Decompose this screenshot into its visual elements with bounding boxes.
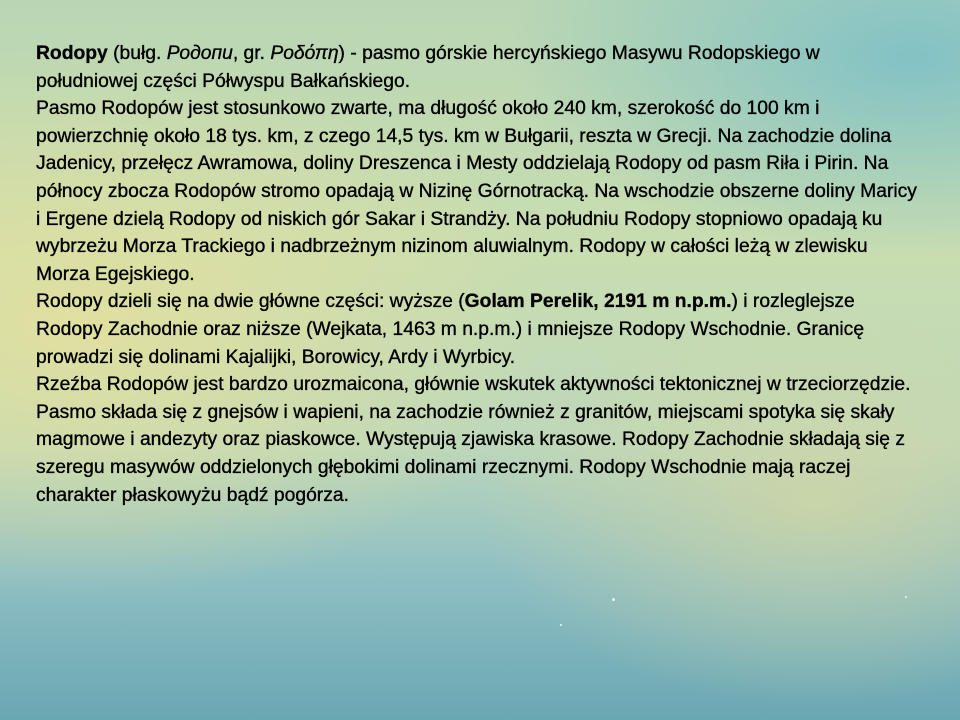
- term-rodopy: Rodopy: [36, 43, 108, 64]
- paragraph-extent: Pasmo Rodopów jest stosunkowo zwarte, ma długość około 240 km, szerokość do 100 km i powierzchnię około 18 tys. km, z czego 14,5 tys. km w Bułgarii, reszta w Grecji. Na zachodzie dolina Jadenicy, przełęcz Awramowa, doliny Dreszenca i Mesty oddzielają Rodopy od pasm Riła i Pirin. Na północy zbocza Rodopów stromo opadają w Nizinę Górnotracką. Na wschodzie obszerne doliny Maricy i Ergene dzielą Rodopy od niskich gór Sakar i Strandży. Na południu Rodopy stopniowo opadają ku wybrzeżu Morza Trackiego i nadbrzeżnym nizinom aluwialnym. Rodopy w całości leżą w zlewisku Morza Egejskiego.: [36, 98, 917, 285]
- text-segment: , gr.: [232, 43, 271, 64]
- paragraph-intro: [36, 40, 926, 95]
- bulgarian-name: Родопи: [166, 43, 233, 64]
- greek-name: Ροδόπη: [270, 43, 339, 64]
- highest-peak: Golam Perelik, 2191 m n.p.m.: [464, 291, 732, 313]
- slide-text-body: [36, 40, 926, 509]
- text-segment: ) i rozleglejsze Rodopy Zachodnie oraz niższe (Wejkata, 1463 m n.p.m.) i mniejsze Rodopy Wschodnie. Granicę prowadzi się dolinami Kajalijki, Borowicy, Ardy i Wyrbicy.: [36, 291, 865, 368]
- text-segment: ) - pasmo górskie hercyńskiego Masywu Rodopskiego w południowej części Półwyspu Bałkańskiego.: [36, 43, 820, 92]
- sparkle-decoration: [560, 624, 562, 626]
- sparkle-decoration: [612, 598, 615, 601]
- text-segment: (bułg.: [107, 43, 167, 64]
- text-segment: Rodopy dzieli się na dwie główne części: wyższe (: [36, 291, 465, 313]
- sparkle-decoration: [905, 596, 907, 598]
- paragraph-relief: Rzeźba Rodopów jest bardzo urozmaicona, głównie wskutek aktywności tektonicznej w trzeciorzędzie. Pasmo składa się z gnejsów i wapieni, na zachodzie również z granitów, miejscami spotyka się skały magmowe i andezyty oraz piaskowce. Występują zjawiska krasowe. Rodopy Zachodnie składają się z szeregu masywów oddzielonych głębokimi dolinami rzecznymi. Rodopy Wschodnie mają raczej charakter płaskowyżu bądź pogórza.: [36, 374, 911, 506]
- paragraph-parts: [36, 288, 926, 371]
